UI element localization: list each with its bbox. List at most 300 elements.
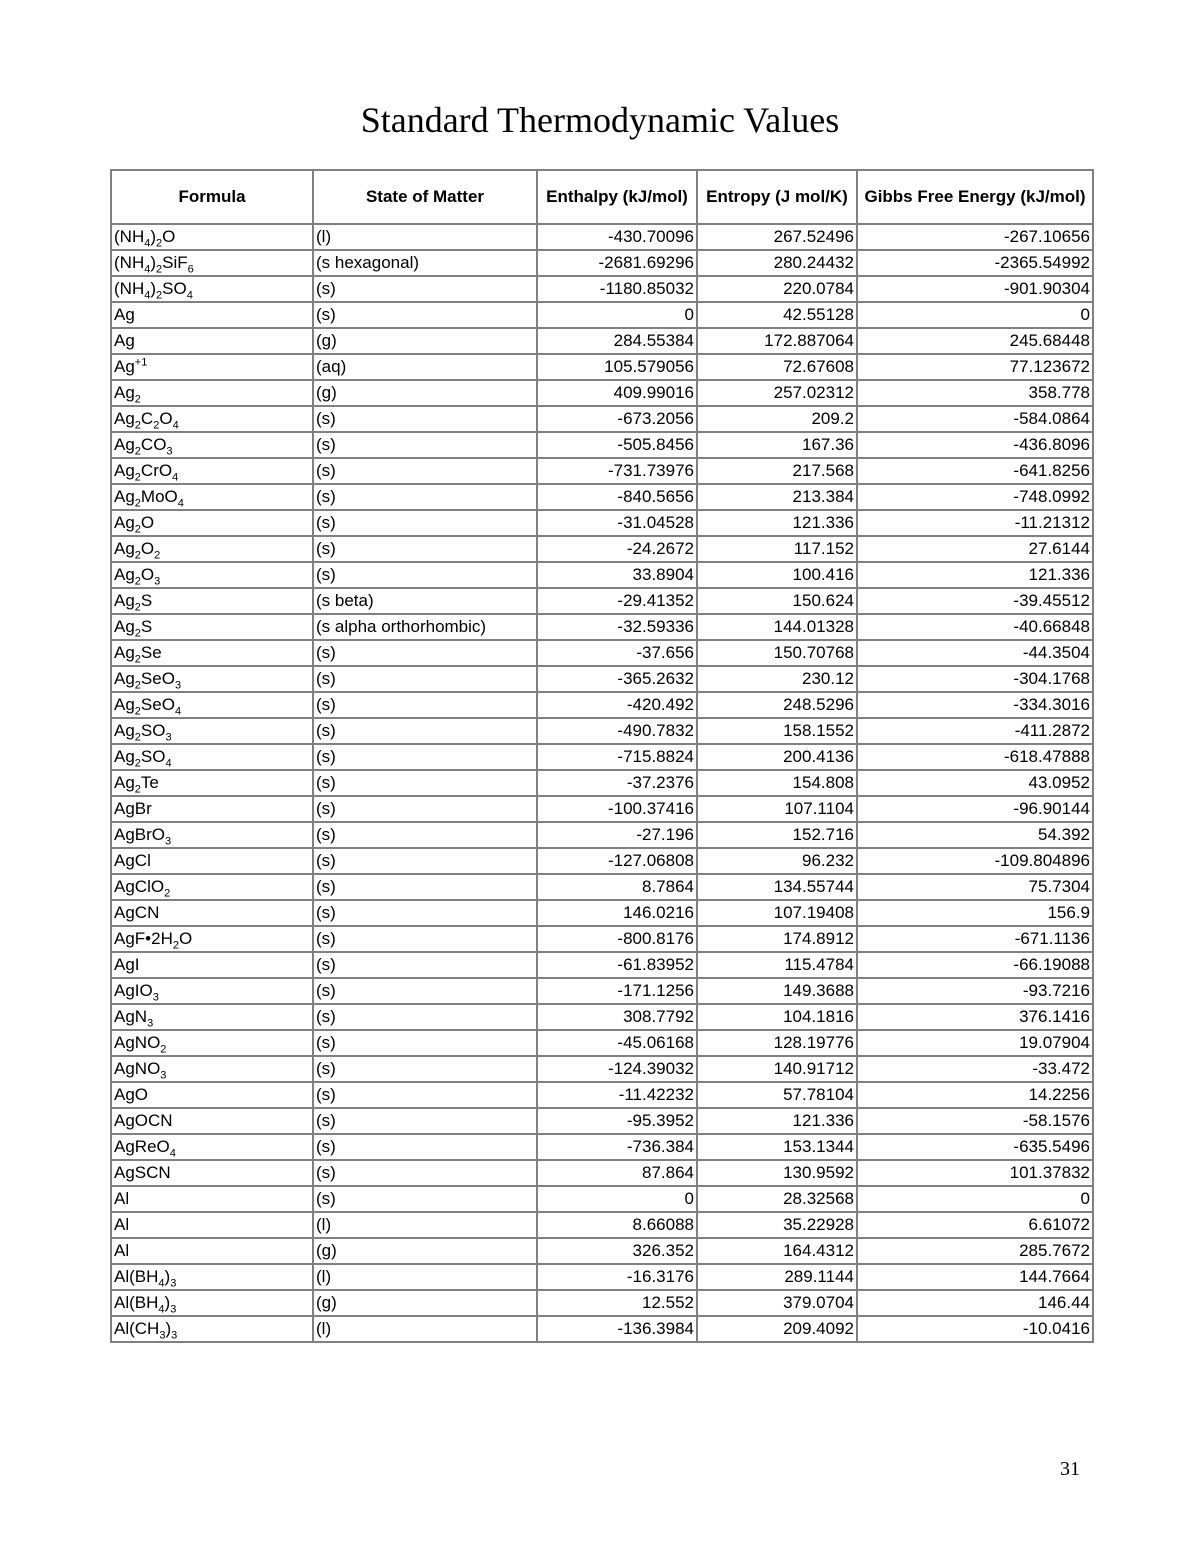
- table-row: [111, 328, 1093, 354]
- entropy-cell: 121.336: [697, 510, 857, 536]
- formula-text: Ag: [114, 591, 135, 610]
- table-row: [111, 1290, 1093, 1316]
- gibbs-cell: -901.90304: [857, 276, 1093, 302]
- entropy-cell: 213.384: [697, 484, 857, 510]
- gibbs-cell: -66.19088: [857, 952, 1093, 978]
- formula-subscript: 2: [160, 1043, 167, 1056]
- formula-text: AgClO: [114, 877, 165, 896]
- formula-subscript: 2: [134, 757, 141, 770]
- formula-subscript: 2: [164, 887, 171, 900]
- entropy-cell: 140.91712: [697, 1056, 857, 1082]
- formula-subscript: 2: [134, 705, 141, 718]
- formula-cell: [111, 1186, 313, 1212]
- formula-subscript: 2: [156, 289, 163, 302]
- formula-text: Al(BH: [114, 1267, 159, 1286]
- enthalpy-cell: -840.5656: [537, 484, 697, 510]
- formula-cell: [111, 640, 313, 666]
- table-row: [111, 822, 1093, 848]
- entropy-cell: 172.887064: [697, 328, 857, 354]
- formula-text: Ag: [114, 357, 135, 376]
- formula-text: Ag: [114, 747, 135, 766]
- formula-subscript: 2: [134, 731, 141, 744]
- state-cell: (s): [313, 562, 537, 588]
- state-cell: (s): [313, 952, 537, 978]
- gibbs-cell: 146.44: [857, 1290, 1093, 1316]
- formula-subscript: 3: [165, 731, 172, 744]
- formula-text: O: [140, 539, 155, 558]
- enthalpy-cell: -800.8176: [537, 926, 697, 952]
- formula-text: (NH: [114, 227, 145, 246]
- gibbs-cell: 54.392: [857, 822, 1093, 848]
- formula-subscript: 3: [160, 1069, 167, 1082]
- entropy-cell: 28.32568: [697, 1186, 857, 1212]
- table-row: [111, 458, 1093, 484]
- state-cell: (s): [313, 718, 537, 744]
- gibbs-cell: -748.0992: [857, 484, 1093, 510]
- formula-cell: [111, 276, 313, 302]
- state-cell: (l): [313, 1212, 537, 1238]
- formula-cell: [111, 1108, 313, 1134]
- entropy-cell: 128.19776: [697, 1030, 857, 1056]
- formula-cell: [111, 328, 313, 354]
- formula-subscript: 3: [154, 575, 161, 588]
- state-cell: (s): [313, 276, 537, 302]
- header-gibbs: Gibbs Free Energy (kJ/mol): [857, 170, 1093, 224]
- gibbs-cell: 43.0952: [857, 770, 1093, 796]
- entropy-cell: 200.4136: [697, 744, 857, 770]
- formula-cell: [111, 1160, 313, 1186]
- table-row: [111, 952, 1093, 978]
- state-cell: (s): [313, 822, 537, 848]
- formula-cell: [111, 1004, 313, 1030]
- table-row: [111, 1238, 1093, 1264]
- formula-cell: [111, 1212, 313, 1238]
- gibbs-cell: 101.37832: [857, 1160, 1093, 1186]
- formula-subscript: 4: [177, 497, 184, 510]
- formula-cell: [111, 406, 313, 432]
- formula-cell: [111, 1238, 313, 1264]
- formula-text: Ag: [114, 305, 135, 324]
- formula-text: AgN: [114, 1007, 148, 1026]
- enthalpy-cell: -95.3952: [537, 1108, 697, 1134]
- formula-subscript: 2: [156, 237, 163, 250]
- entropy-cell: 289.1144: [697, 1264, 857, 1290]
- state-cell: (s): [313, 1056, 537, 1082]
- gibbs-cell: 376.1416: [857, 1004, 1093, 1030]
- gibbs-cell: 144.7664: [857, 1264, 1093, 1290]
- gibbs-cell: -10.0416: [857, 1316, 1093, 1342]
- table-row: [111, 1316, 1093, 1342]
- formula-cell: [111, 978, 313, 1004]
- formula-text: ): [165, 1319, 172, 1338]
- state-cell: (s): [313, 874, 537, 900]
- enthalpy-cell: -136.3984: [537, 1316, 697, 1342]
- formula-text: ): [150, 279, 157, 298]
- entropy-cell: 174.8912: [697, 926, 857, 952]
- entropy-cell: 104.1816: [697, 1004, 857, 1030]
- formula-subscript: 2: [154, 549, 161, 562]
- entropy-cell: 280.24432: [697, 250, 857, 276]
- state-cell: (s): [313, 1160, 537, 1186]
- table-row: [111, 510, 1093, 536]
- enthalpy-cell: -29.41352: [537, 588, 697, 614]
- formula-text: Ag: [114, 383, 135, 402]
- state-cell: (s): [313, 744, 537, 770]
- formula-subscript: 2: [156, 263, 163, 276]
- gibbs-cell: -2365.54992: [857, 250, 1093, 276]
- formula-subscript: 4: [144, 263, 151, 276]
- formula-text: Ag: [114, 721, 135, 740]
- formula-subscript: 4: [165, 757, 172, 770]
- gibbs-cell: -96.90144: [857, 796, 1093, 822]
- formula-subscript: 3: [170, 1303, 177, 1316]
- formula-cell: [111, 432, 313, 458]
- state-cell: (s): [313, 926, 537, 952]
- formula-text: Ag: [114, 565, 135, 584]
- entropy-cell: 153.1344: [697, 1134, 857, 1160]
- state-cell: (l): [313, 1316, 537, 1342]
- state-cell: (s): [313, 1134, 537, 1160]
- state-cell: (s): [313, 536, 537, 562]
- formula-text: AgO: [114, 1085, 149, 1104]
- entropy-cell: 130.9592: [697, 1160, 857, 1186]
- gibbs-cell: -671.1136: [857, 926, 1093, 952]
- formula-subscript: 6: [187, 263, 194, 276]
- state-cell: (s): [313, 458, 537, 484]
- entropy-cell: 149.3688: [697, 978, 857, 1004]
- gibbs-cell: 121.336: [857, 562, 1093, 588]
- gibbs-cell: -436.8096: [857, 432, 1093, 458]
- formula-text: SO: [140, 721, 166, 740]
- formula-text: ): [150, 253, 157, 272]
- header-state: State of Matter: [313, 170, 537, 224]
- gibbs-cell: -39.45512: [857, 588, 1093, 614]
- enthalpy-cell: 12.552: [537, 1290, 697, 1316]
- formula-text: C: [140, 409, 154, 428]
- table-row: [111, 406, 1093, 432]
- enthalpy-cell: -100.37416: [537, 796, 697, 822]
- gibbs-cell: -584.0864: [857, 406, 1093, 432]
- formula-cell: [111, 744, 313, 770]
- formula-text: Ag: [114, 461, 135, 480]
- gibbs-cell: 27.6144: [857, 536, 1093, 562]
- enthalpy-cell: 326.352: [537, 1238, 697, 1264]
- formula-cell: [111, 302, 313, 328]
- formula-text: AgOCN: [114, 1111, 173, 1130]
- enthalpy-cell: -365.2632: [537, 666, 697, 692]
- enthalpy-cell: -171.1256: [537, 978, 697, 1004]
- enthalpy-cell: 0: [537, 302, 697, 328]
- entropy-cell: 134.55744: [697, 874, 857, 900]
- formula-cell: [111, 224, 313, 250]
- formula-cell: [111, 1264, 313, 1290]
- formula-cell: [111, 770, 313, 796]
- gibbs-cell: -58.1576: [857, 1108, 1093, 1134]
- enthalpy-cell: 284.55384: [537, 328, 697, 354]
- formula-subscript: 4: [144, 237, 151, 250]
- formula-text: ): [150, 227, 157, 246]
- entropy-cell: 217.568: [697, 458, 857, 484]
- formula-text: Ag: [114, 539, 135, 558]
- entropy-cell: 107.1104: [697, 796, 857, 822]
- table-row: [111, 692, 1093, 718]
- formula-cell: [111, 1134, 313, 1160]
- formula-text: AgIO: [114, 981, 153, 1000]
- formula-text: AgI: [114, 955, 140, 974]
- formula-cell: [111, 588, 313, 614]
- formula-text: (NH: [114, 253, 145, 272]
- gibbs-cell: -109.804896: [857, 848, 1093, 874]
- formula-subscript: 2: [134, 445, 141, 458]
- formula-text: SiF: [162, 253, 188, 272]
- formula-cell: [111, 1030, 313, 1056]
- enthalpy-cell: -420.492: [537, 692, 697, 718]
- formula-cell: [111, 458, 313, 484]
- table-row: [111, 1082, 1093, 1108]
- entropy-cell: 35.22928: [697, 1212, 857, 1238]
- header-row: [111, 170, 1093, 224]
- gibbs-cell: -618.47888: [857, 744, 1093, 770]
- formula-text: SO: [140, 747, 166, 766]
- state-cell: (s): [313, 1108, 537, 1134]
- formula-text: AgNO: [114, 1033, 161, 1052]
- formula-text: S: [140, 617, 153, 636]
- formula-text: O: [162, 227, 176, 246]
- enthalpy-cell: -715.8824: [537, 744, 697, 770]
- state-cell: (s hexagonal): [313, 250, 537, 276]
- formula-subscript: 4: [174, 705, 182, 718]
- enthalpy-cell: 409.99016: [537, 380, 697, 406]
- enthalpy-cell: 105.579056: [537, 354, 697, 380]
- formula-subscript: 2: [134, 783, 141, 796]
- entropy-cell: 167.36: [697, 432, 857, 458]
- table-row: [111, 744, 1093, 770]
- enthalpy-cell: -430.70096: [537, 224, 697, 250]
- state-cell: (s): [313, 978, 537, 1004]
- table-row: [111, 666, 1093, 692]
- state-cell: (s): [313, 692, 537, 718]
- state-cell: (s): [313, 1030, 537, 1056]
- enthalpy-cell: 87.864: [537, 1160, 697, 1186]
- gibbs-cell: -635.5496: [857, 1134, 1093, 1160]
- formula-cell: [111, 510, 313, 536]
- formula-text: AgSCN: [114, 1163, 171, 1182]
- formula-superscript: +1: [134, 356, 148, 369]
- table-row: [111, 848, 1093, 874]
- gibbs-cell: -44.3504: [857, 640, 1093, 666]
- formula-cell: [111, 796, 313, 822]
- formula-cell: [111, 848, 313, 874]
- enthalpy-cell: -24.2672: [537, 536, 697, 562]
- formula-text: AgCl: [114, 851, 151, 870]
- entropy-cell: 152.716: [697, 822, 857, 848]
- formula-cell: [111, 536, 313, 562]
- entropy-cell: 42.55128: [697, 302, 857, 328]
- entropy-cell: 257.02312: [697, 380, 857, 406]
- formula-text: ): [164, 1267, 171, 1286]
- formula-cell: [111, 562, 313, 588]
- table-row: [111, 1160, 1093, 1186]
- formula-subscript: 2: [134, 497, 141, 510]
- formula-text: MoO: [140, 487, 178, 506]
- gibbs-cell: 245.68448: [857, 328, 1093, 354]
- enthalpy-cell: -736.384: [537, 1134, 697, 1160]
- formula-text: Ag: [114, 669, 135, 688]
- entropy-cell: 144.01328: [697, 614, 857, 640]
- formula-text: Ag: [114, 487, 135, 506]
- state-cell: (s): [313, 640, 537, 666]
- formula-text: O: [140, 513, 155, 532]
- formula-subscript: 4: [172, 471, 179, 484]
- enthalpy-cell: -27.196: [537, 822, 697, 848]
- enthalpy-cell: 0: [537, 1186, 697, 1212]
- state-cell: (s): [313, 302, 537, 328]
- table-row: [111, 224, 1093, 250]
- formula-text: Ag: [114, 695, 135, 714]
- state-cell: (s): [313, 796, 537, 822]
- entropy-cell: 267.52496: [697, 224, 857, 250]
- state-cell: (g): [313, 328, 537, 354]
- formula-cell: [111, 666, 313, 692]
- formula-text: Ag: [114, 513, 135, 532]
- formula-subscript: 3: [147, 1017, 154, 1030]
- table-row: [111, 926, 1093, 952]
- formula-subscript: 2: [172, 939, 179, 952]
- gibbs-cell: -40.66848: [857, 614, 1093, 640]
- enthalpy-cell: -11.42232: [537, 1082, 697, 1108]
- enthalpy-cell: -673.2056: [537, 406, 697, 432]
- state-cell: (s): [313, 1082, 537, 1108]
- table-row: [111, 484, 1093, 510]
- formula-text: AgNO: [114, 1059, 161, 1078]
- enthalpy-cell: -127.06808: [537, 848, 697, 874]
- enthalpy-cell: -31.04528: [537, 510, 697, 536]
- gibbs-cell: 358.778: [857, 380, 1093, 406]
- formula-subscript: 3: [174, 679, 182, 692]
- page-number: 31: [1060, 1458, 1080, 1480]
- formula-cell: [111, 1316, 313, 1342]
- table-row: [111, 1264, 1093, 1290]
- table-row: [111, 380, 1093, 406]
- table-row: [111, 640, 1093, 666]
- state-cell: (s): [313, 406, 537, 432]
- formula-subscript: 2: [134, 679, 141, 692]
- formula-text: Ag: [114, 409, 135, 428]
- entropy-cell: 121.336: [697, 1108, 857, 1134]
- header-entropy: Entropy (J mol/K): [697, 170, 857, 224]
- formula-cell: [111, 822, 313, 848]
- entropy-cell: 115.4784: [697, 952, 857, 978]
- entropy-cell: 117.152: [697, 536, 857, 562]
- enthalpy-cell: 8.7864: [537, 874, 697, 900]
- entropy-cell: 209.2: [697, 406, 857, 432]
- enthalpy-cell: -1180.85032: [537, 276, 697, 302]
- entropy-cell: 107.19408: [697, 900, 857, 926]
- formula-cell: [111, 380, 313, 406]
- formula-cell: [111, 692, 313, 718]
- formula-text: AgCN: [114, 903, 160, 922]
- formula-subscript: 4: [158, 1303, 165, 1316]
- formula-subscript: 2: [134, 549, 141, 562]
- formula-text: Al(CH: [114, 1319, 160, 1338]
- formula-subscript: 3: [152, 991, 159, 1004]
- formula-text: Se: [140, 643, 162, 662]
- formula-subscript: 4: [158, 1277, 165, 1290]
- gibbs-cell: 0: [857, 302, 1093, 328]
- formula-subscript: 4: [169, 1147, 176, 1160]
- gibbs-cell: -334.3016: [857, 692, 1093, 718]
- formula-text: O: [179, 929, 193, 948]
- table-row: [111, 718, 1093, 744]
- formula-cell: [111, 1082, 313, 1108]
- table-row: [111, 978, 1093, 1004]
- state-cell: (s): [313, 848, 537, 874]
- enthalpy-cell: 8.66088: [537, 1212, 697, 1238]
- thermo-table-container: [110, 169, 1092, 1343]
- formula-subscript: 3: [166, 445, 173, 458]
- enthalpy-cell: -37.656: [537, 640, 697, 666]
- formula-subscript: 2: [134, 575, 141, 588]
- table-body: [111, 224, 1093, 1342]
- entropy-cell: 164.4312: [697, 1238, 857, 1264]
- formula-text: Ag: [114, 435, 135, 454]
- table-row: [111, 1030, 1093, 1056]
- formula-cell: [111, 900, 313, 926]
- formula-text: Ag: [114, 643, 135, 662]
- formula-cell: [111, 718, 313, 744]
- formula-cell: [111, 250, 313, 276]
- formula-text: SeO: [140, 669, 175, 688]
- enthalpy-cell: -490.7832: [537, 718, 697, 744]
- enthalpy-cell: -731.73976: [537, 458, 697, 484]
- table-row: [111, 1108, 1093, 1134]
- entropy-cell: 230.12: [697, 666, 857, 692]
- formula-text: Ag: [114, 773, 135, 792]
- entropy-cell: 100.416: [697, 562, 857, 588]
- state-cell: (g): [313, 1290, 537, 1316]
- table-row: [111, 250, 1093, 276]
- formula-subscript: 3: [170, 1277, 177, 1290]
- state-cell: (g): [313, 1238, 537, 1264]
- formula-subscript: 3: [159, 1329, 166, 1342]
- enthalpy-cell: -32.59336: [537, 614, 697, 640]
- gibbs-cell: 77.123672: [857, 354, 1093, 380]
- gibbs-cell: 156.9: [857, 900, 1093, 926]
- enthalpy-cell: 33.8904: [537, 562, 697, 588]
- enthalpy-cell: -61.83952: [537, 952, 697, 978]
- entropy-cell: 96.232: [697, 848, 857, 874]
- formula-text: Ag: [114, 331, 135, 350]
- gibbs-cell: 19.07904: [857, 1030, 1093, 1056]
- formula-text: SeO: [140, 695, 175, 714]
- gibbs-cell: -33.472: [857, 1056, 1093, 1082]
- enthalpy-cell: -37.2376: [537, 770, 697, 796]
- state-cell: (aq): [313, 354, 537, 380]
- formula-subscript: 2: [134, 471, 141, 484]
- entropy-cell: 57.78104: [697, 1082, 857, 1108]
- formula-cell: [111, 1056, 313, 1082]
- state-cell: (s): [313, 484, 537, 510]
- formula-cell: [111, 952, 313, 978]
- state-cell: (g): [313, 380, 537, 406]
- gibbs-cell: -641.8256: [857, 458, 1093, 484]
- state-cell: (s alpha orthorhombic): [313, 614, 537, 640]
- formula-text: Ag: [114, 617, 135, 636]
- table-row: [111, 900, 1093, 926]
- state-cell: (s): [313, 770, 537, 796]
- header-formula: Formula: [111, 170, 313, 224]
- table-row: [111, 874, 1093, 900]
